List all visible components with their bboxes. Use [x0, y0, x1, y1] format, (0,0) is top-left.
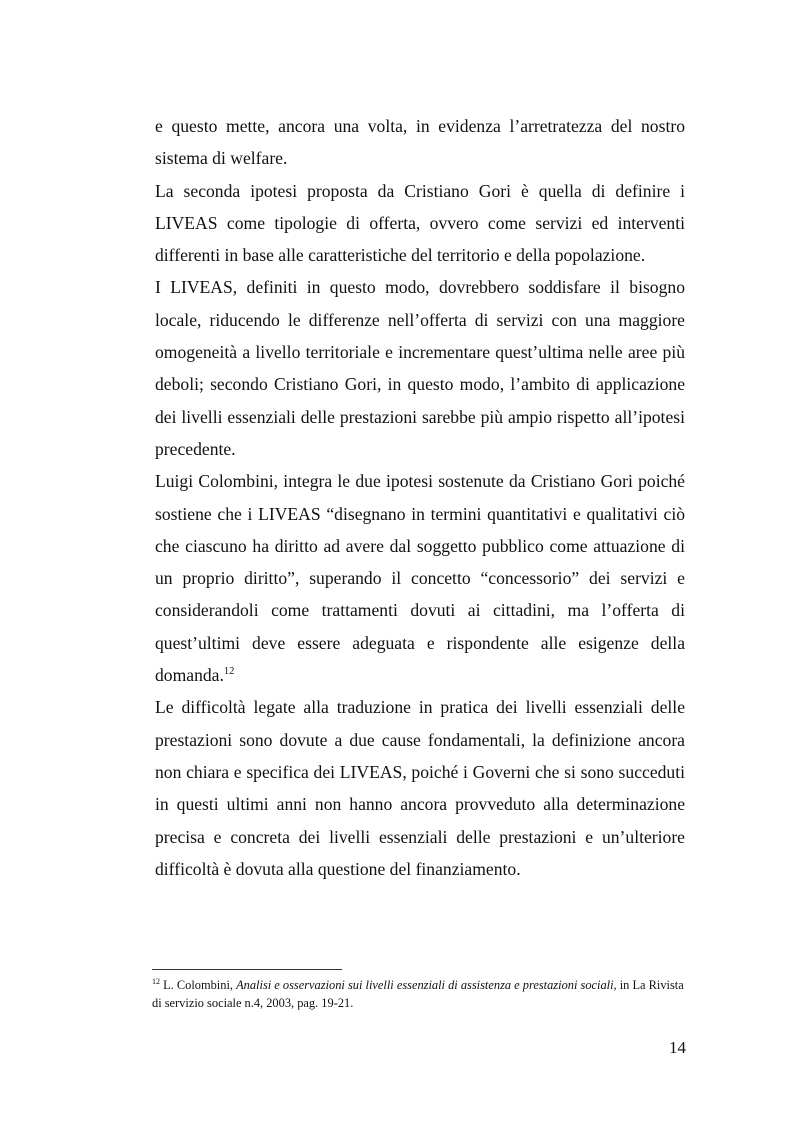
page-number: 14: [669, 1038, 686, 1057]
paragraph-text: e questo mette, ancora una volta, in evidenza l’arretratezza del nostro sistema di welfare.: [155, 116, 685, 169]
footnote-title: Analisi e osservazioni sui livelli essenziali di assistenza e prestazioni sociali,: [236, 978, 617, 992]
paragraph-text: Le difficoltà legate alla traduzione in pratica dei livelli essenziali delle prestazioni sono dovute a due cause fondamentali, la definizione ancora non chiara e specifica dei LIVEAS, poiché i Governi che si sono succeduti in questi ultimi anni non hanno ancora provveduto alla determinazione precisa e concreta dei livelli essenziali delle prestazioni e un’ulteriore difficoltà è dovuta alla questione del finanziamento.: [155, 697, 685, 879]
paragraph: [155, 465, 685, 691]
paragraph-text: I LIVEAS, definiti in questo modo, dovrebbero soddisfare il bisogno locale, riducendo le differenze nell’offerta di servizi con una maggiore omogeneità a livello territoriale e incrementare quest’ultima nelle aree più deboli; secondo Cristiano Gori, in questo modo, l’ambito di applicazione dei livelli essenziali delle prestazioni sarebbe più ampio rispetto all’ipotesi precedente.: [155, 277, 685, 459]
footnote-source: in La Rivista di servizio sociale n.4, 2003, pag. 19-21.: [152, 978, 684, 1010]
body-text: [155, 110, 685, 885]
footnote: [152, 977, 685, 1012]
paragraph: [155, 691, 685, 885]
paragraph: [155, 271, 685, 465]
footnote-separator: [152, 969, 342, 970]
paragraph-text: Luigi Colombini, integra le due ipotesi sostenute da Cristiano Gori poiché sostiene che i LIVEAS “disegnano in termini quantitativi e qualitativi ciò che ciascuno ha diritto ad avere dal soggetto pubblico come attuazione di un proprio diritto”, superando il concetto “concessorio” dei servizi e considerandoli come trattamenti dovuti ai cittadini, ma l’offerta di quest’ultimi deve essere adeguata e rispondente alle esigenze della domanda.: [155, 471, 685, 686]
paragraph-text: La seconda ipotesi proposta da Cristiano Gori è quella di definire i LIVEAS come tipologie di offerta, ovvero come servizi ed interventi differenti in base alle caratteristiche del territorio e della popolazione.: [155, 180, 685, 266]
footnote-number: 12: [152, 976, 160, 986]
paragraph: [155, 175, 685, 272]
footnote-author: L. Colombini,: [163, 978, 237, 992]
paragraph: [155, 110, 685, 175]
footnote-reference[interactable]: 12: [223, 666, 235, 678]
